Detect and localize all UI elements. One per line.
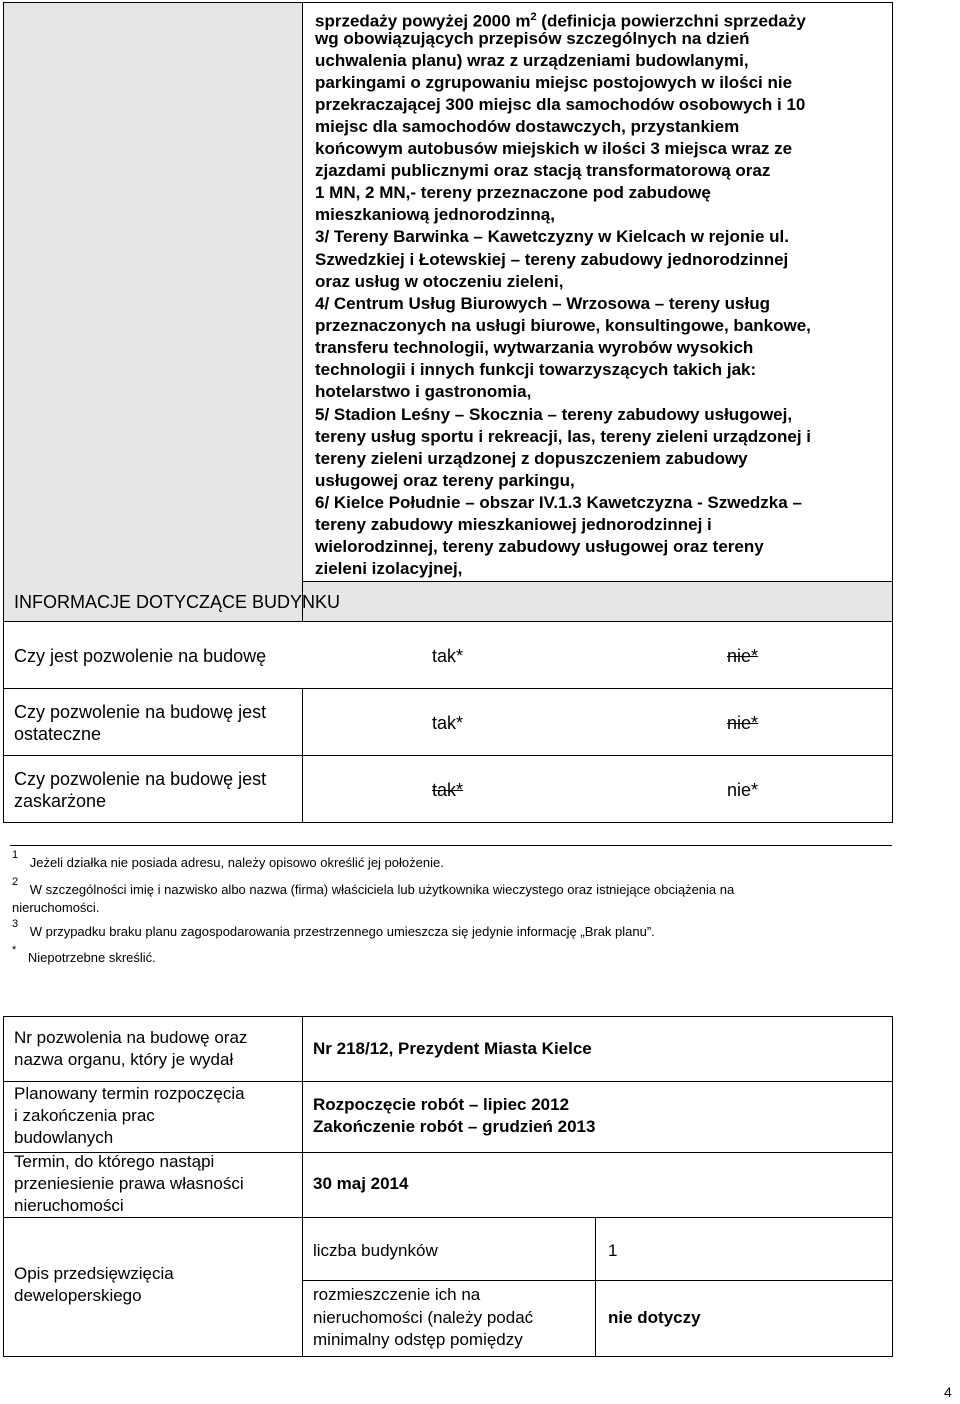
description-line: 5/ Stadion Leśny – Skocznia – tereny zabudowy usługowej, xyxy=(315,405,793,424)
description-line: przeznaczonych na usługi biurowe, konsultingowe, bankowe, xyxy=(315,316,811,335)
final-no-option: nie* xyxy=(727,713,759,733)
building-count-value-cell xyxy=(595,1217,893,1281)
footnote-1: $^1$ Jeżeli działka nie posiada adresu, należy opisowo określić jej położenie. xyxy=(12,849,444,871)
info-label: INFORMACJE DOTYCZĄCE BUDYNKU xyxy=(14,592,341,612)
desc-superscript: 2 xyxy=(530,11,537,23)
info-label-cell xyxy=(3,2,303,622)
description-line: 1 MN, 2 MN,- tereny przeznaczone pod zabudowę xyxy=(315,183,711,202)
description-line: Szwedzkiej i Łotewskiej – tereny zabudowy jednorodzinnej xyxy=(315,250,789,269)
description-line: usługowej oraz tereny parkingu, xyxy=(315,471,575,490)
description-line: końcowym autobusów miejskich w ilości 3 miejsca wraz ze xyxy=(315,139,793,158)
description-line: miejsc dla samochodów dostawczych, przystankiem xyxy=(315,117,740,136)
permit-number-label: Nr pozwolenia na budowę oraz xyxy=(14,1028,248,1047)
appealed-question-label: zaskarżone xyxy=(14,791,107,811)
building-layout-value: nie dotyczy xyxy=(608,1308,701,1327)
description-line: tereny zieleni urządzonej z dopuszczeniem zabudowy xyxy=(315,449,748,468)
footnote-separator xyxy=(10,845,892,846)
permit-number-label: nazwa organu, który je wydał xyxy=(14,1050,234,1069)
description-line: wielorodzinnej, tereny zabudowy usługowej oraz tereny xyxy=(315,537,764,556)
permit-no-option: nie* xyxy=(727,646,759,666)
permit-row-2-value-cell xyxy=(302,688,893,756)
description-line: zjazdami publicznymi oraz stacją transformatorową oraz xyxy=(315,161,771,180)
building-layout-label: nieruchomości (należy podać xyxy=(313,1308,534,1327)
developer-label: Opis przedsięwzięcia xyxy=(14,1264,174,1283)
appealed-no-option: nie* xyxy=(727,780,759,800)
page-number: 4 xyxy=(944,1384,952,1400)
description-line: 6/ Kielce Południe – obszar IV.1.3 Kawetczyzna - Szwedzka – xyxy=(315,493,802,512)
permit-question-label: Czy jest pozwolenie na budowę xyxy=(14,646,267,666)
footnote-asterisk: * Niepotrzebne skreślić. xyxy=(12,944,156,966)
description-line: tereny zabudowy mieszkaniowej jednorodzinnej i xyxy=(315,515,712,534)
transfer-label: nieruchomości xyxy=(14,1196,124,1215)
description-bottom-gray xyxy=(302,581,893,622)
final-question-label: ostateczne xyxy=(14,724,102,744)
transfer-label: Termin, do którego nastąpi xyxy=(14,1152,215,1171)
description-line: technologii i innych funkcji towarzyszących takich jak: xyxy=(315,360,757,379)
description-line-1: sprzedaży powyżej 2000 $m^2$ (definicja powierzchni sprzedaży xyxy=(315,11,806,31)
description-line: tereny usług sportu i rekreacji, las, tereny zieleni urządzonej i xyxy=(315,427,811,446)
developer-label: deweloperskiego xyxy=(14,1286,142,1305)
schedule-label: budowlanych xyxy=(14,1128,114,1147)
building-layout-label: rozmieszczenie ich na xyxy=(313,1285,481,1304)
permit-number-value: Nr 218/12, Prezydent Miasta Kielce xyxy=(313,1039,592,1058)
permit-yes-option: tak* xyxy=(432,646,464,666)
schedule-label: Planowany termin rozpoczęcia xyxy=(14,1084,245,1103)
description-line: 3/ Tereny Barwinka – Kawetczyzny w Kielcach w rejonie ul. xyxy=(315,227,789,246)
building-count-value: 1 xyxy=(608,1241,618,1260)
description-line: zieleni izolacyjnej, xyxy=(315,559,463,578)
description-line: oraz usług w otoczeniu zieleni, xyxy=(315,272,564,291)
transfer-date-value: 30 maj 2014 xyxy=(313,1174,409,1193)
appealed-yes-option: tak* xyxy=(432,780,464,800)
description-line: parkingami o zgrupowaniu miejsc postojowych w ilości nie xyxy=(315,73,793,92)
description-line: hotelarstwo i gastronomia, xyxy=(315,382,532,401)
footnote-3: $^3$ W przypadku braku planu zagospodarowania przestrzennego umieszcza się jedynie informację „Brak planu”. xyxy=(12,918,655,940)
description-line: wg obowiązujących przepisów szczególnych na dzień xyxy=(315,29,750,48)
final-question-label: Czy pozwolenie na budowę jest xyxy=(14,702,267,722)
description-line: uchwalenia planu) wraz z urządzeniami budowlanymi, xyxy=(315,51,749,70)
schedule-start-value: Rozpoczęcie robót – lipiec 2012 xyxy=(313,1095,570,1114)
description-line: mieszkaniową jednorodzinną, xyxy=(315,205,555,224)
building-count-label: liczba budynków xyxy=(313,1241,438,1260)
schedule-label: i zakończenia prac xyxy=(14,1106,155,1125)
description-line: transferu technologii, wytwarzania wyrobów wysokich xyxy=(315,338,754,357)
footnote-2: $^2$ W szczególności imię i nazwisko albo nazwa (firma) właściciela lub użytkownika wieczystego oraz istniejące obciążenia na xyxy=(12,876,735,898)
footnote-2-continued: nieruchomości. xyxy=(12,900,100,915)
permit-row-3-value-cell xyxy=(302,755,893,823)
building-layout-label: minimalny odstęp pomiędzy xyxy=(313,1330,523,1349)
description-line: przekraczającej 300 miejsc dla samochodów osobowych i 10 xyxy=(315,95,806,114)
final-yes-option: tak* xyxy=(432,713,464,733)
appealed-question-label: Czy pozwolenie na budowę jest xyxy=(14,769,267,789)
description-line: 4/ Centrum Usług Biurowych – Wrzosowa – tereny usług xyxy=(315,294,770,313)
schedule-end-value: Zakończenie robót – grudzień 2013 xyxy=(313,1117,596,1136)
transfer-label: przeniesienie prawa własności xyxy=(14,1174,244,1193)
